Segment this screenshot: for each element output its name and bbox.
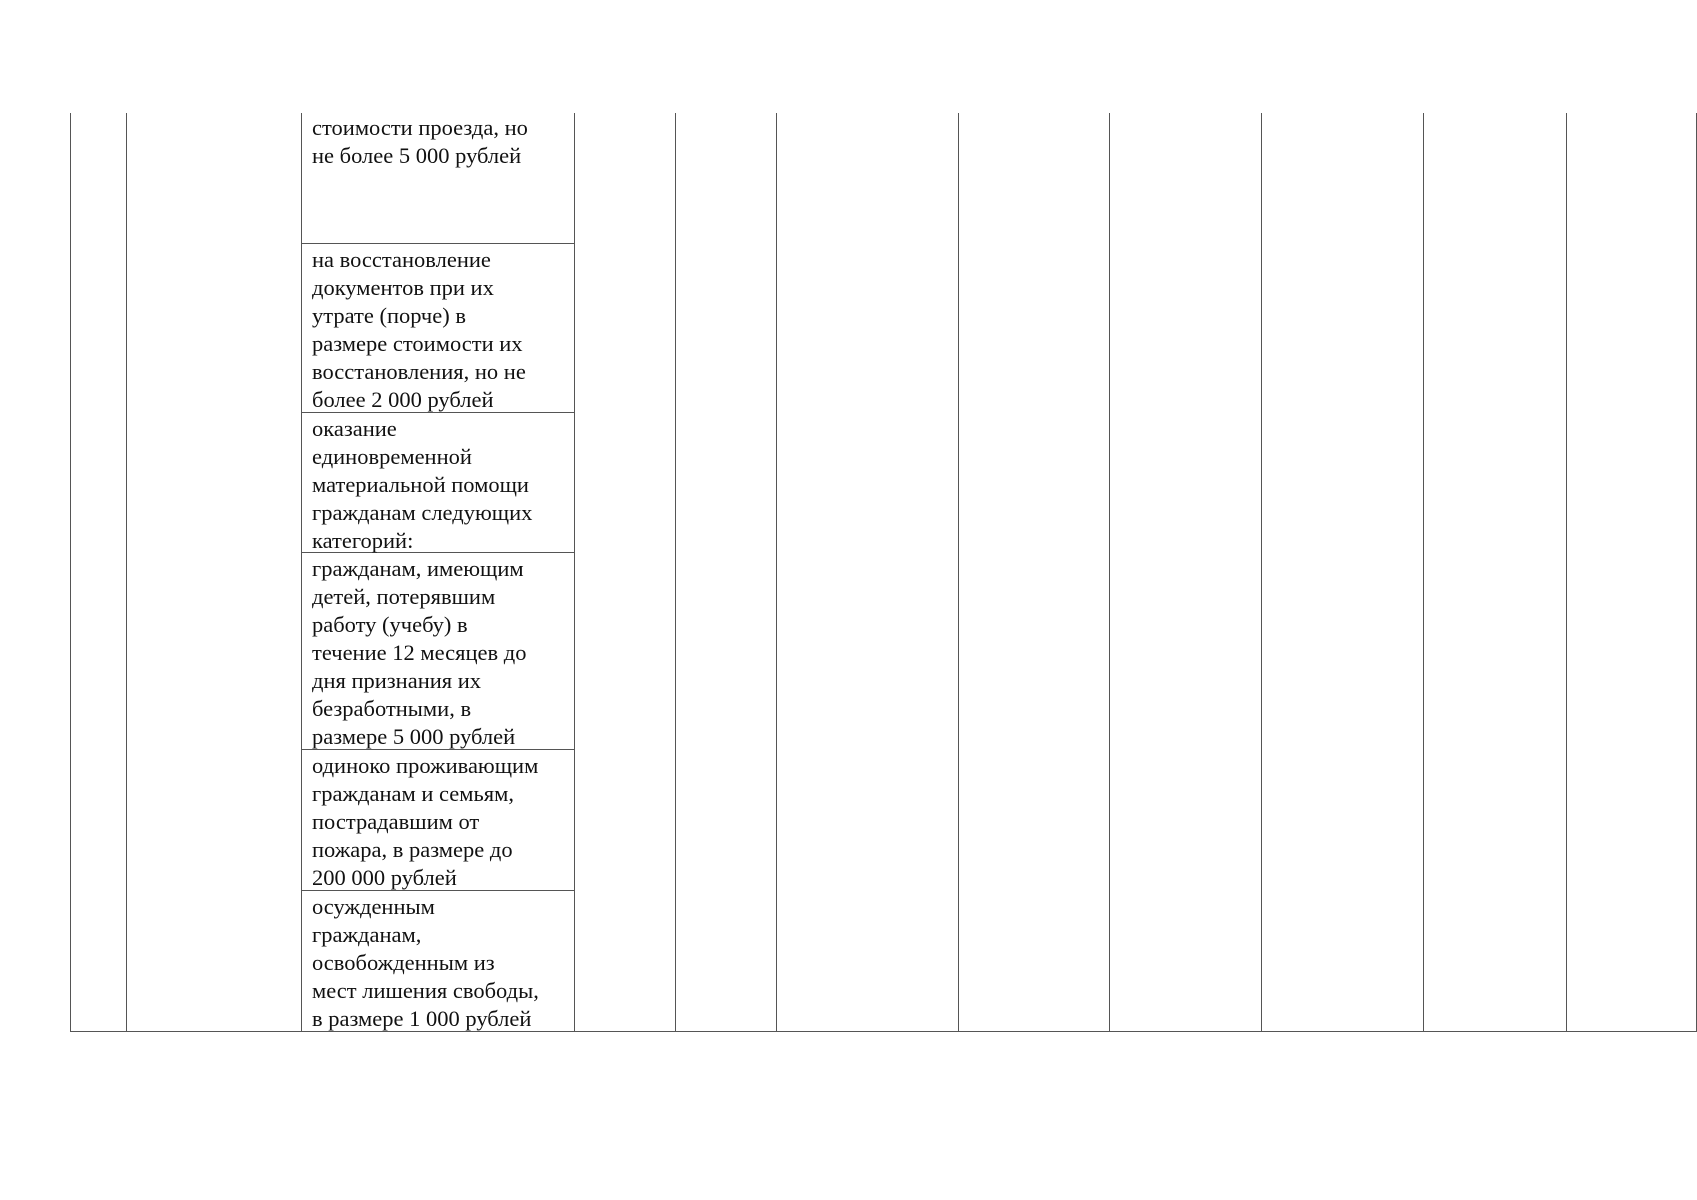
table-cell: [301, 553, 575, 750]
cell-text: оказание единовременной материальной помощи гражданам следующих категорий:: [312, 416, 533, 553]
table-column-line: [1566, 113, 1567, 1032]
cell-text: одиноко проживающим гражданам и семьям, пострадавшим от пожара, в размере до 200 000 рублей: [312, 753, 539, 890]
cell-text: на восстановление документов при их утрате (порче) в размере стоимости их восстановления, но не более 2 000 рублей: [312, 247, 526, 412]
table-column-line: [958, 113, 959, 1032]
cell-text: стоимости проезда, но не более 5 000 рублей: [312, 115, 528, 168]
table-cell: [301, 891, 575, 1031]
table-column-line: [1261, 113, 1262, 1032]
table-column-line: [675, 113, 676, 1032]
table-column-line: [1423, 113, 1424, 1032]
table-column-line: [70, 113, 71, 1032]
table-cell: [301, 114, 575, 244]
table-cell: [301, 750, 575, 891]
cell-text: гражданам, имеющим детей, потерявшим работу (учебу) в течение 12 месяцев до дня признания их безработными, в размере 5 000 рублей: [312, 556, 527, 749]
cell-text: осужденным гражданам, освобожденным из мест лишения свободы, в размере 1 000 рублей: [312, 894, 539, 1031]
table-column-line: [1109, 113, 1110, 1032]
table-column-line: [776, 113, 777, 1032]
table-column-line: [126, 113, 127, 1032]
table-cell: [301, 413, 575, 553]
table-cell: [301, 244, 575, 413]
